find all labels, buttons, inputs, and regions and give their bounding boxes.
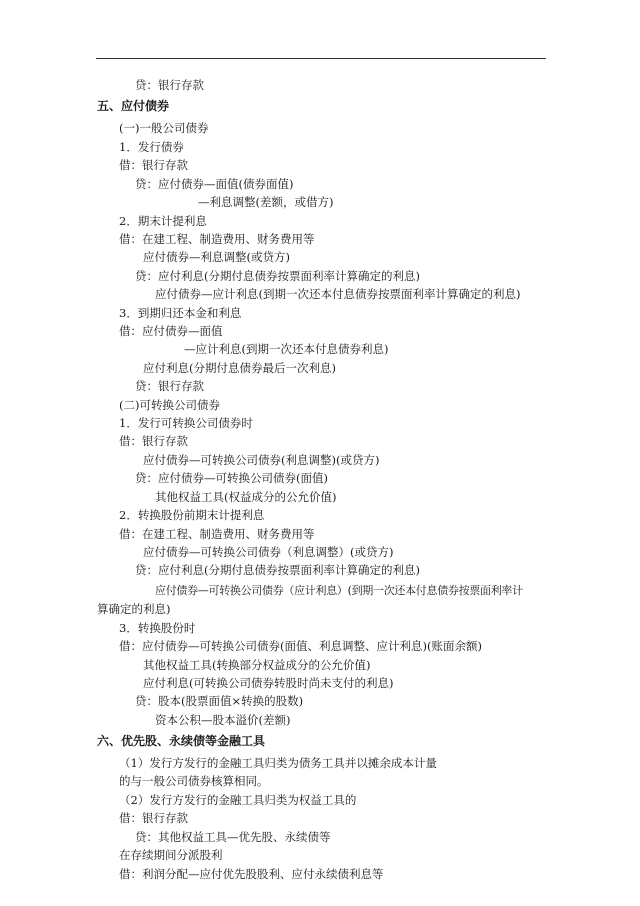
entry-line: 应付利息(分期付息债券最后一次利息) [143,361,336,375]
entry-line: 资本公积—股本溢价(差额) [155,713,291,727]
entry-line: 应付债券—应计利息(到期一次还本付息债券按票面利率计算确定的利息) [155,287,521,301]
entry-line: 其他权益工具(权益成分的公允价值) [155,490,337,504]
entry-line: 借：银行存款 [119,434,188,448]
header-rule [96,58,546,59]
entry-line: 应付债券—可转换公司债券（利息调整）(或贷方) [143,545,394,559]
entry-line: 贷：股本(股票面值×转换的股数) [135,694,304,708]
entry-line: 借：应付债券—面值 [119,324,223,338]
entry-line: 贷：其他权益工具—优先股、永续债等 [135,830,331,844]
entry-line: 贷：银行存款 [135,78,204,92]
entry-line: 借：利润分配—应付优先股股利、应付永续债利息等 [119,867,384,881]
step-title: 3．到期归还本金和利息 [119,306,242,320]
entry-line: 应付利息(可转换公司债券转股时尚未支付的利息) [143,676,394,690]
subsection-title: (一)一般公司债券 [119,121,209,135]
step-title: 2．期末计提利息 [119,214,207,228]
entry-line: 应付债券—利息调整(或贷方) [143,250,290,264]
entry-line: 贷：应付债券—可转换公司债券(面值) [135,471,328,485]
step-title: 1．发行可转换公司债券时 [119,416,253,430]
entry-line: 借：应付债券—可转换公司债券(面值、利息调整、应计利息)(账面余额) [119,639,482,653]
entry-line: 贷：银行存款 [135,379,204,393]
step-title: 2．转换股份前期末计提利息 [119,508,265,522]
paragraph-line: （2）发行方发行的金融工具归类为权益工具的 [119,793,357,807]
entry-line: 借：在建工程、制造费用、财务费用等 [119,527,315,541]
entry-line: 借：银行存款 [119,158,188,172]
paragraph-line: 在存续期间分派股利 [119,848,223,862]
entry-line: 算确定的利息) [97,602,171,616]
step-title: 1．发行债券 [119,140,184,154]
section-heading: 五、应付债券 [97,99,170,113]
section-heading: 六、优先股、永续债等金融工具 [97,734,266,748]
entry-line: 应付债券—可转换公司债券（应计利息）(到期一次还本付息债券按票面利率计 [155,584,523,597]
entry-line: —应计利息(到期一次还本付息债券利息) [184,342,389,356]
paragraph-line: （1）发行方发行的金融工具归类为债务工具并以摊余成本计量 [119,756,437,770]
subsection-title: (二)可转换公司债券 [119,398,220,412]
entry-line: 其他权益工具(转换部分权益成分的公允价值) [143,658,371,672]
entry-line: 贷：应付利息(分期付息债券按票面利率计算确定的利息) [135,563,420,577]
entry-line: 贷：应付债券—面值(债券面值) [135,177,294,191]
entry-line: 应付债券—可转换公司债券(利息调整)(或贷方) [143,453,380,467]
entry-line: 贷：应付利息(分期付息债券按票面利率计算确定的利息) [135,269,420,283]
step-title: 3．转换股份时 [119,621,196,635]
entry-line: —利息调整(差额，或借方) [198,195,334,209]
paragraph-line: 的与一般公司债券核算相同。 [119,774,269,788]
entry-line: 借：在建工程、制造费用、财务费用等 [119,232,315,246]
entry-line: 借：银行存款 [119,811,188,825]
